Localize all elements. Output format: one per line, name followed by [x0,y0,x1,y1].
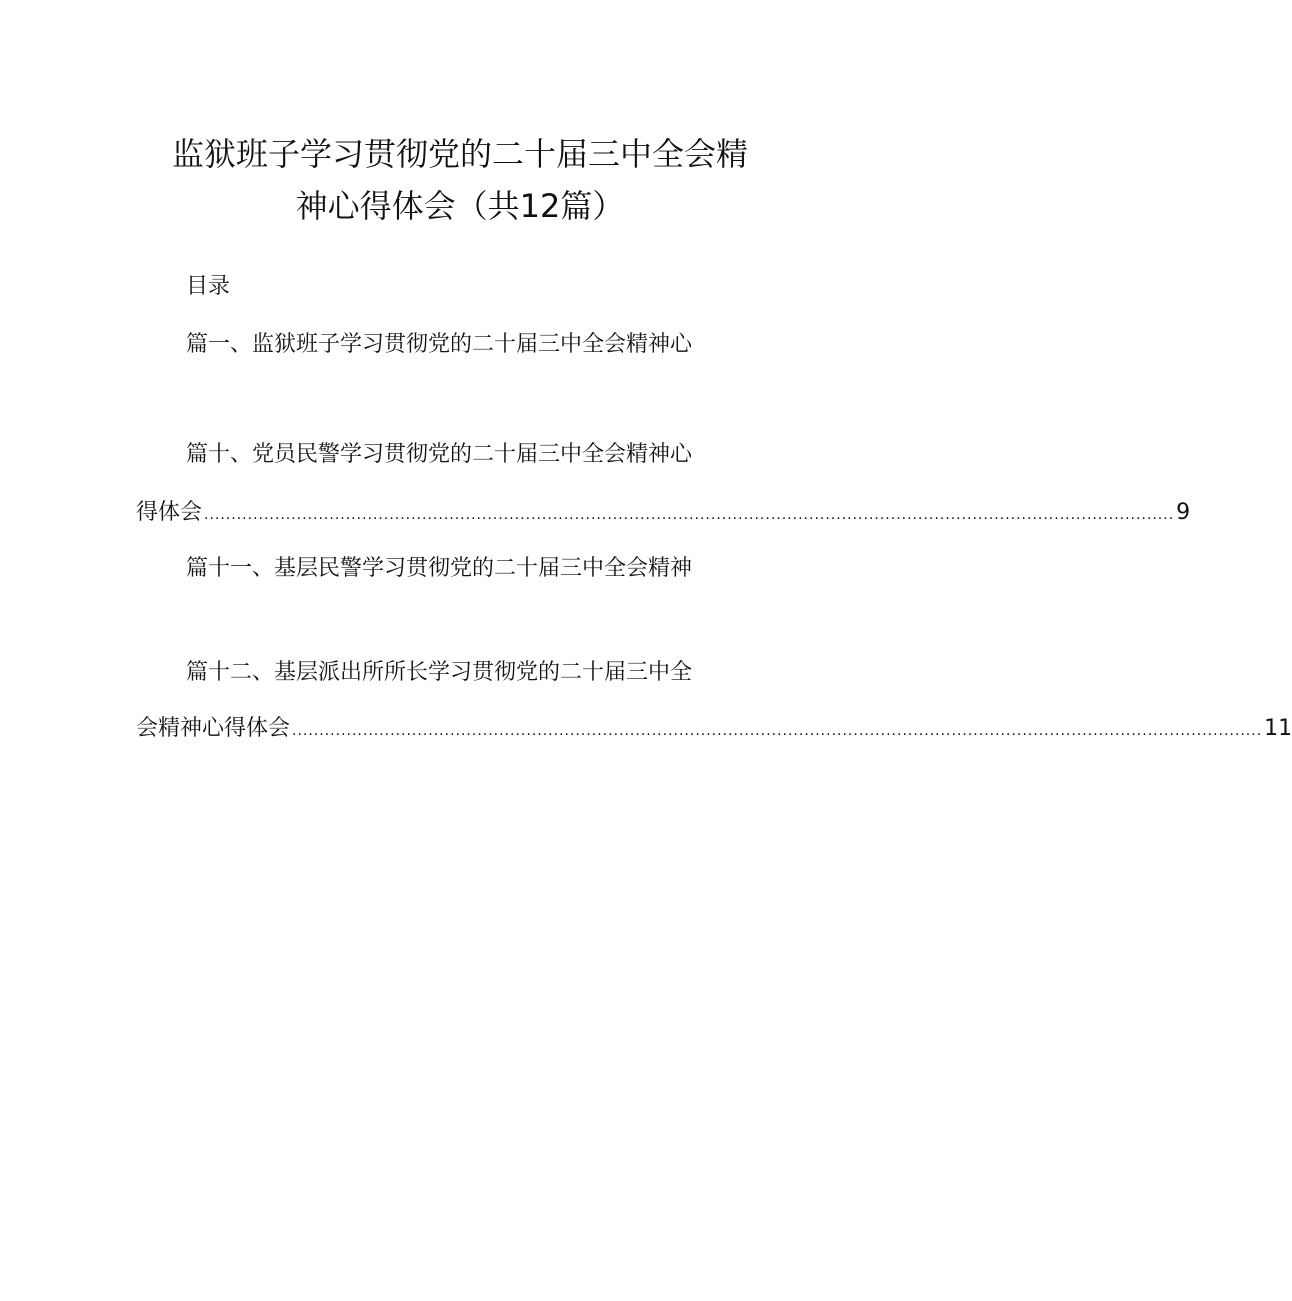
document-title-line-2: 神心得体会（共12篇） [295,187,625,225]
toc-entry-10-page-number: 9 [1176,500,1191,525]
toc-heading: 目录 [186,274,231,299]
toc-leader-dots: .................................................................................................................................................................................. [292,723,1263,739]
toc-entry-11[interactable]: 篇十一、基层民警学习贯彻党的二十届三中全会精神 [186,556,693,581]
toc-entry-12[interactable]: 篇十二、基层派出所所长学习贯彻党的二十届三中全 [186,660,693,685]
toc-entry-12-page-number: 11 [1264,716,1292,741]
toc-entry-10[interactable]: 篇十、党员民警学习贯彻党的二十届三中全会精神心 [186,442,693,467]
toc-entry-10-line2: 得体会 [136,500,203,525]
document-title-line-1: 监狱班子学习贯彻党的二十届三中全会精 [171,135,748,173]
toc-entry-12-line2: 会精神心得体会 [136,716,291,741]
toc-leader-dots: .................................................................................................................................................................................. [204,507,1175,523]
toc-entry-10-continuation[interactable] [136,498,1191,528]
toc-entry-12-continuation[interactable] [136,714,1292,744]
toc-entry-1[interactable]: 篇一、监狱班子学习贯彻党的二十届三中全会精神心 [186,332,693,357]
